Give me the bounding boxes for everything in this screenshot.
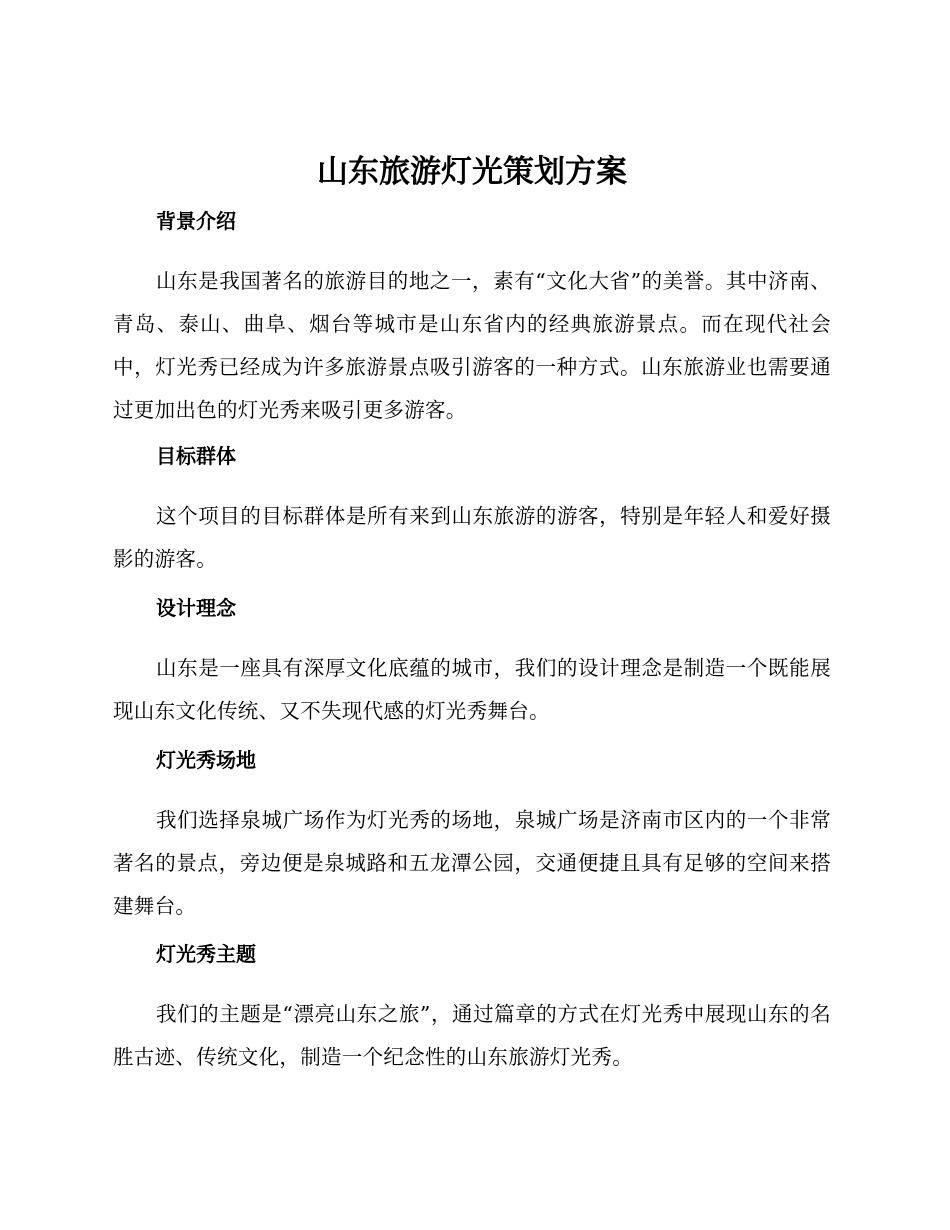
section-target-audience — [113, 441, 831, 581]
section-venue — [113, 745, 831, 928]
section-heading-target-audience: 目标群体 — [156, 444, 236, 468]
document-title: 山东旅游灯光策划方案 — [317, 154, 627, 190]
section-body-venue: 我们选择泉城广场作为灯光秀的场地，泉城广场是济南市区内的一个非常著名的景点，旁边便是泉城路和五龙潭公园，交通便捷且具有足够的空间来搭建舞台。 — [113, 808, 831, 918]
section-background — [113, 206, 831, 432]
section-design-concept — [113, 593, 831, 733]
section-heading-venue: 灯光秀场地 — [156, 748, 256, 772]
section-heading-background: 背景介绍 — [156, 209, 236, 233]
section-heading-theme: 灯光秀主题 — [156, 942, 256, 966]
section-heading-design-concept: 设计理念 — [156, 596, 236, 620]
section-body-design-concept: 山东是一座具有深厚文化底蕴的城市，我们的设计理念是制造一个既能展现山东文化传统、又不失现代感的灯光秀舞台。 — [113, 656, 831, 723]
section-body-target-audience: 这个项目的目标群体是所有来到山东旅游的游客，特别是年轻人和爱好摄影的游客。 — [113, 504, 831, 571]
section-body-theme: 我们的主题是“漂亮山东之旅”，通过篇章的方式在灯光秀中展现山东的名胜古迹、传统文化，制造一个纪念性的山东旅游灯光秀。 — [113, 1002, 831, 1069]
section-body-background: 山东是我国著名的旅游目的地之一，素有“文化大省”的美誉。其中济南、青岛、泰山、曲阜、烟台等城市是山东省内的经典旅游景点。而在现代社会中，灯光秀已经成为许多旅游景点吸引游客的一种方式。山东旅游业也需要通过更加出色的灯光秀来吸引更多游客。 — [113, 269, 831, 422]
section-theme — [113, 939, 831, 1079]
